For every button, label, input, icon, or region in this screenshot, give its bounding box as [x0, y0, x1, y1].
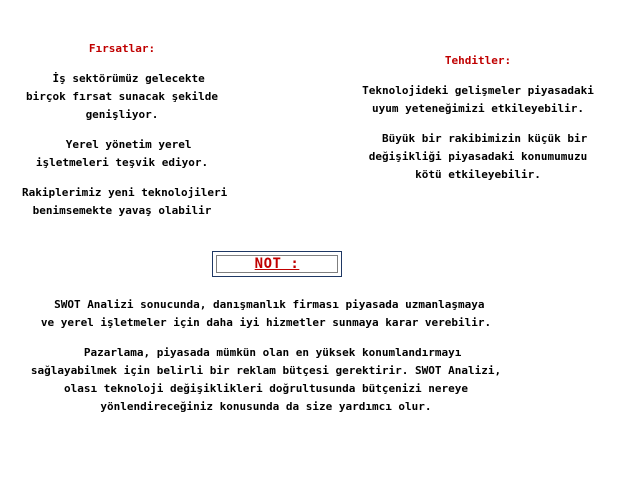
opportunity-line: işletmeleri teşvik ediyor. — [35, 156, 209, 169]
note-box — [212, 251, 342, 277]
conclusion-line: Pazarlama, piyasada mümkün olan en yüksek konumlandırmayı — [70, 346, 462, 359]
threats-section — [360, 52, 596, 184]
threats-heading: Tehditler: — [444, 54, 512, 67]
opportunity-line: birçok fırsat sunacak şekilde — [25, 90, 219, 103]
note-box-inner — [216, 255, 338, 273]
opportunity-line: genişliyor. — [85, 108, 159, 121]
conclusion-section — [30, 296, 502, 416]
opportunity-line: benimsemekte yavaş olabilir — [32, 204, 212, 217]
threat-line: uyum yeteneğimizi etkileyebilir. — [372, 102, 584, 115]
threat-line: değişikliği piyasadaki konumumuzu — [368, 150, 588, 163]
opportunities-heading: Fırsatlar: — [88, 42, 156, 55]
threat-line: Teknolojideki gelişmeler piyasadaki — [362, 84, 594, 97]
conclusion-line: yönlendireceğiniz konusunda da size yardımcı olur. — [100, 400, 432, 413]
threat-line: kötü etkileyebilir. — [415, 168, 541, 181]
conclusion-line: sağlayabilmek için belirli bir reklam bütçesi gerektirir. SWOT Analizi, — [30, 364, 502, 377]
opportunity-line: Yerel yönetim yerel — [52, 138, 192, 151]
conclusion-line: ve yerel işletmeler için daha iyi hizmetler sunmaya karar verebilir. — [40, 316, 492, 329]
note-label: NOT : — [254, 256, 300, 272]
threat-line: Büyük bir rakibimizin küçük bir — [368, 132, 588, 145]
conclusion-line: SWOT Analizi sonucunda, danışmanlık firması piyasada uzmanlaşmaya — [47, 298, 485, 311]
conclusion-line: olası teknoloji değişiklikleri doğrultusunda bütçenizi nereye — [64, 382, 468, 395]
opportunity-line: İş sektörümüz gelecekte — [39, 72, 205, 85]
opportunity-line: Rakiplerimiz yeni teknolojileri — [22, 186, 228, 199]
opportunities-section — [22, 40, 228, 220]
